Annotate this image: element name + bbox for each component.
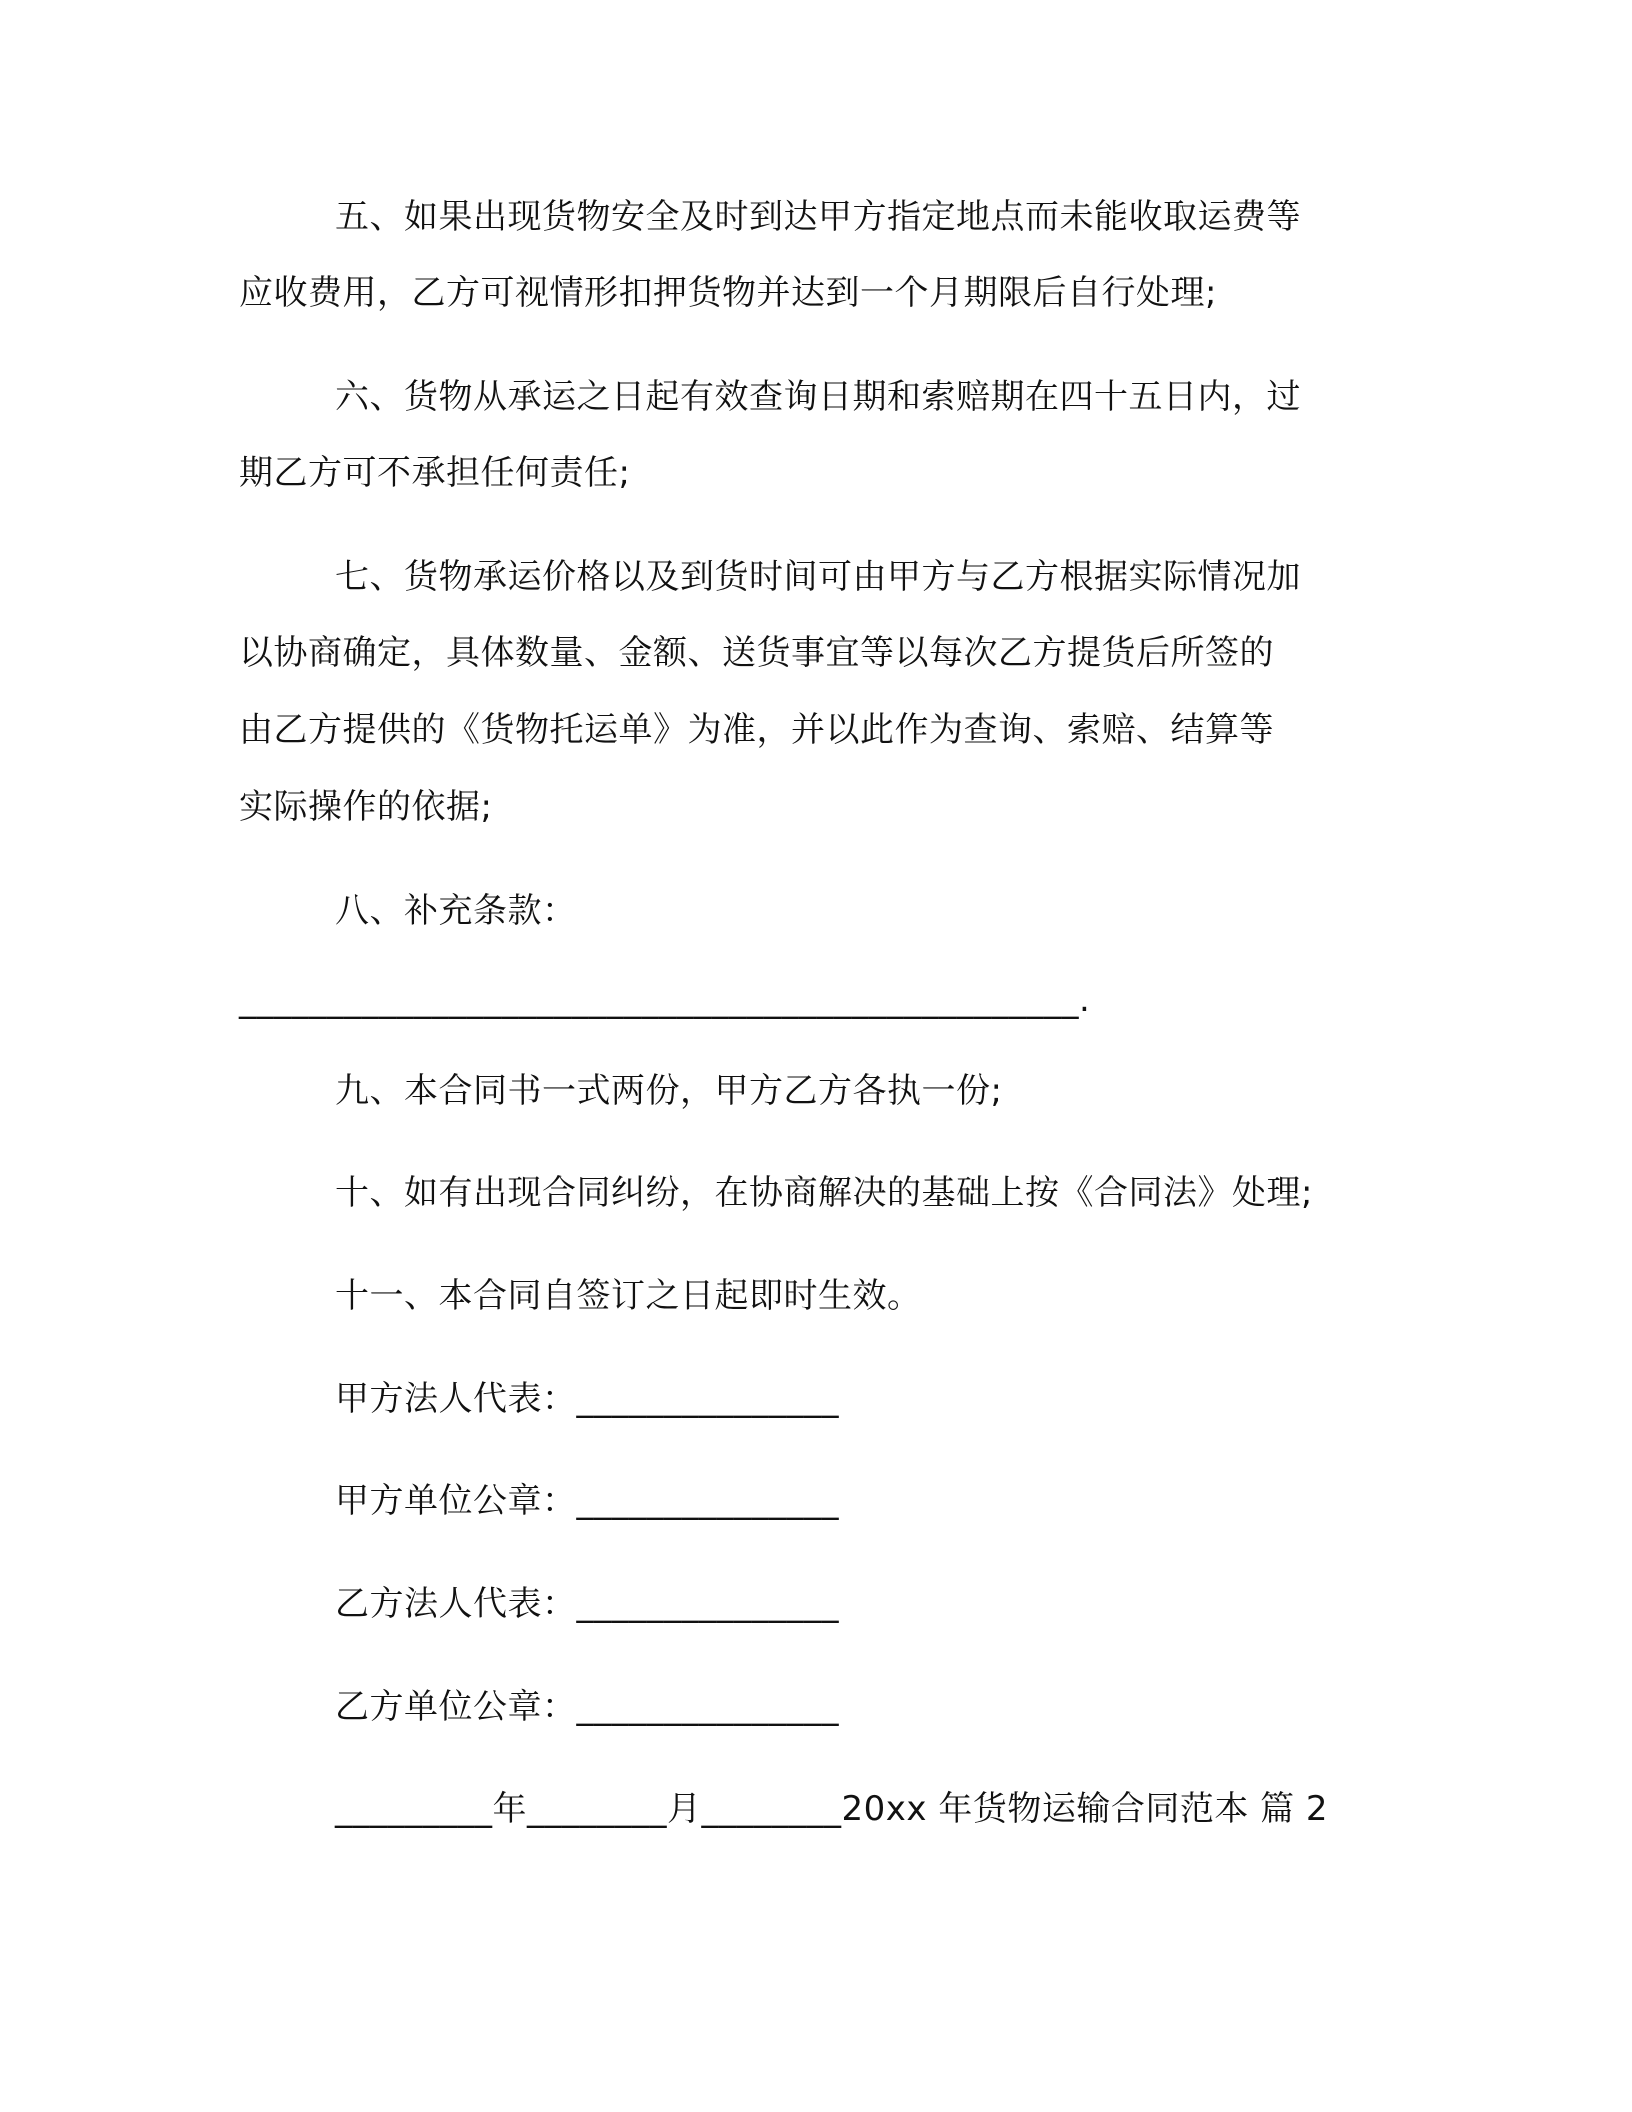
clause-10: 十、如有出现合同纠纷，在协商解决的基础上按《合同法》处理; (335, 1173, 1313, 1213)
date-line: _________年________月________20xx 年货物运输合同范本 篇 2 (335, 1789, 1329, 1829)
clause-7-line-4: 实际操作的依据; (239, 787, 493, 827)
clause-5-line-2: 应收费用，乙方可视情形扣押货物并达到一个月期限后自行处理; (239, 273, 1217, 313)
clause-5-line-1: 五、如果出现货物安全及时到达甲方指定地点而未能收取运费等 (335, 197, 1301, 237)
clause-8-heading: 八、补充条款： (335, 891, 577, 931)
clause-7-line-3: 由乙方提供的《货物托运单》为准，并以此作为查询、索赔、结算等 (239, 710, 1274, 750)
clause-6-line-1: 六、货物从承运之日起有效查询日期和索赔期在四十五日内，过 (335, 377, 1301, 417)
clause-11: 十一、本合同自签订之日起即时生效。 (335, 1276, 922, 1316)
party-a-legal-rep-line: 甲方法人代表：_______________ (335, 1379, 839, 1419)
party-a-seal-line: 甲方单位公章：_______________ (335, 1481, 839, 1521)
supplementary-terms-blank: ________________________________________________. (239, 980, 1091, 1020)
clause-9: 九、本合同书一式两份，甲方乙方各执一份; (335, 1071, 1003, 1111)
clause-7-line-1: 七、货物承运价格以及到货时间可由甲方与乙方根据实际情况加 (335, 557, 1301, 597)
clause-7-line-2: 以协商确定，具体数量、金额、送货事宜等以每次乙方提货后所签的 (239, 633, 1274, 673)
party-b-legal-rep-line: 乙方法人代表：_______________ (335, 1584, 839, 1624)
party-b-seal-line: 乙方单位公章：_______________ (335, 1687, 839, 1727)
clause-6-line-2: 期乙方可不承担任何责任; (239, 453, 631, 493)
